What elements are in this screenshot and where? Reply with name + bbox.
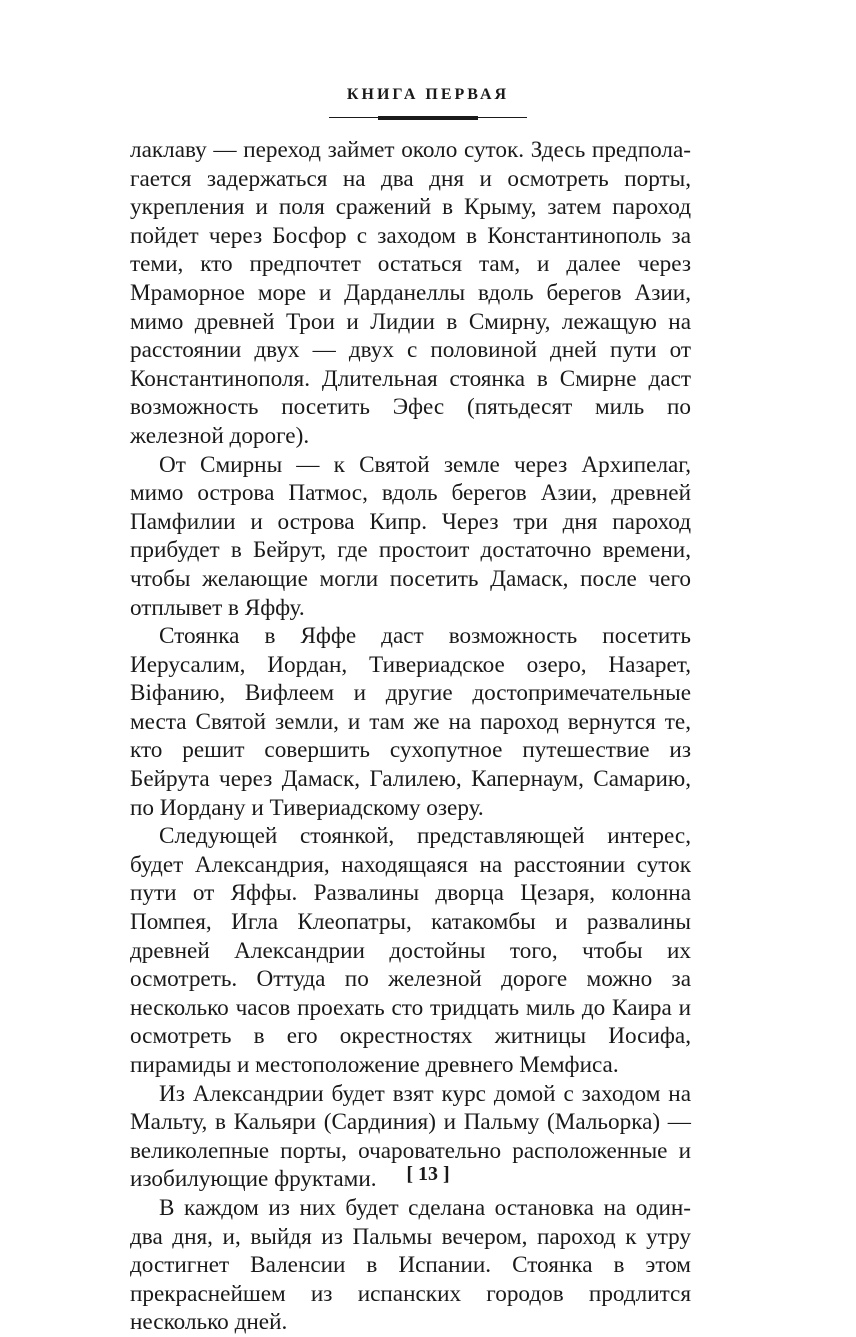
paragraph: Из Александрии будет взят курс домой с заходом на Мальту, в Кальяри (Сардиния) и Пальму (Мальорка) — великолепные порты, очаровательно расположенные и изобилующие фруктами. [130,1080,691,1193]
header-rule-accent [378,116,478,120]
paragraph: Следующей стоянкой, представляющей интерес, будет Александрия, находящаяся на расстоянии суток пути от Яффы. Развалины дворца Цезаря, колонна Помпея, Игла Клеопатры, катакомбы и развалины древней Александрии достойны того, чтобы их осмотреть. Оттуда по железной дороге можно за несколько часов проехать сто тридцать миль до Каира и осмотреть в его окрестностях житницы Иосифа, пирамиды и местоположение древнего Мемфиса. [130,823,691,1078]
paragraph: Стоянка в Яффе даст возможность посетить Иерусалим, Иордан, Тивериадское озеро, Назарет, Віфанию, Вифлеем и другие достопримечательные места Святой земли, и там же на пароход вернутся те, кто решит совершить сухопутное путешествие из Бейрута через Дамаск, Галилею, Капернаум, Самарию, по Иордану и Тивериадскому озеру. [130,623,691,821]
paragraph: В каждом из них будет сделана остановка на один-два дня, и, выйдя из Пальмы вечером, пароход к утру достигнет Валенсии в Испании. Стоянка в этом прекраснейшем из испанских городов продлится несколько дней. [130,1194,691,1336]
page-number: [ 13 ] [406,1163,450,1185]
running-header [0,86,856,104]
paragraph: От Смирны — к Святой земле через Архипелаг, мимо острова Патмос, вдоль берегов Азии, древней Памфилии и острова Кипр. Через три дня пароход прибудет в Бейрут, где простоит достаточно времени, чтобы желающие могли посетить Дамаск, после чего отплывет в Яффу. [130,451,691,621]
running-title: КНИГА ПЕРВАЯ [346,86,510,103]
body-text [130,136,691,1337]
paragraph: лаклаву — переход займет около суток. Здесь предполагается задержаться на два дня и осмотреть порты, укрепления и поля сражений в Крыму, затем пароход пойдет через Босфор с заходом в Константинополь за теми, кто предпочтет остаться там, и далее через Мраморное море и Дарданеллы вдоль берегов Азии, мимо древней Трои и Лидии в Смирну, лежащую на расстоянии двух — двух с половиной дней пути от Константинополя. Длительная стоянка в Смирне даст возможность посетить Эфес (пятьдесят миль по железной дороге). [130,137,691,449]
